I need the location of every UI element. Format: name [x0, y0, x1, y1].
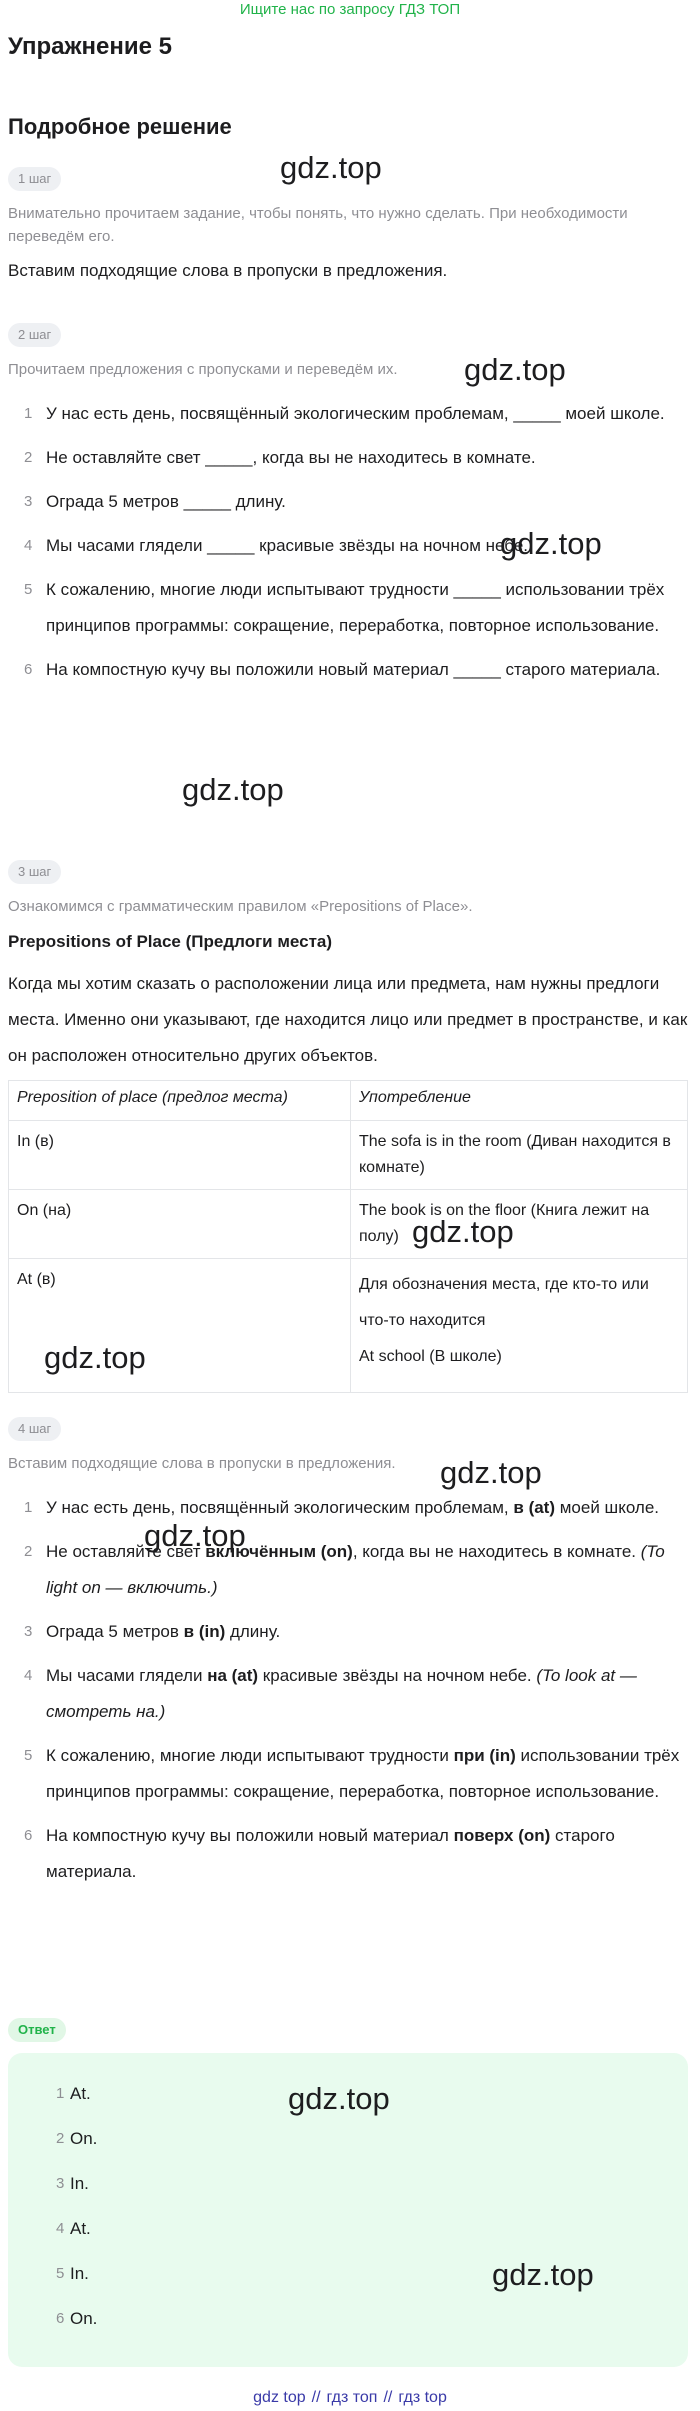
cell-line: Для обозначения места, где кто-то или что-то находится: [359, 1276, 649, 1329]
list-item: 6 На компостную кучу вы положили новый материал _____ старого материала.: [24, 660, 661, 679]
watermark: gdz.top: [412, 1214, 514, 1249]
table-header-row: [9, 1081, 688, 1121]
list-item: 6 На компостную кучу вы положили новый материал поверх (on) старого материала.: [24, 1826, 615, 1881]
list-item: 2 On.: [56, 2129, 98, 2148]
list-item: 3 Ограда 5 метров в (in) длину.: [24, 1622, 281, 1641]
answer-badge: Ответ: [8, 2018, 66, 2042]
table-cell: At (в): [9, 1259, 351, 1393]
footer-separator: //: [311, 2389, 321, 2406]
list-item: 1 У нас есть день, посвящённый экологическим проблемам, в (at) моей школе.: [24, 1498, 659, 1517]
rule-text: Когда мы хотим сказать о расположении лица или предмета, нам нужны предлоги места. Именно они указывают, где находится лицо или предмет в пространстве, и как он расположен относительно других объектов.: [8, 974, 688, 1065]
list-item: 4 Мы часами глядели на (at) красивые звёзды на ночном небе. (To look at — смотреть на.): [24, 1666, 637, 1721]
watermark: gdz.top: [464, 352, 566, 387]
list-item: 5 К сожалению, многие люди испытывают трудности _____ использовании трёх принципов программы: сокращение, переработка, повторное использование.: [24, 580, 665, 635]
footer-link[interactable]: гдз топ: [326, 2389, 378, 2406]
list-item: 5 In.: [56, 2264, 89, 2283]
watermark: gdz.top: [288, 2081, 390, 2116]
cell-line: At school (В школе): [359, 1348, 502, 1365]
step-1-badge: 1 шаг: [8, 167, 61, 191]
answer-box: [8, 2053, 688, 2367]
table-cell: The book is on the floor (Книга лежит на полу): [351, 1190, 688, 1259]
step-3-hint: Ознакомимся с грамматическим правилом «Prepositions of Place».: [8, 898, 473, 915]
watermark: gdz.top: [144, 1518, 246, 1553]
table-cell: The sofa is in the room (Диван находится в комнате): [351, 1121, 688, 1190]
table-cell: On (на): [9, 1190, 351, 1259]
footer-link[interactable]: gdz top: [253, 2389, 306, 2406]
step-4-list: [8, 1490, 688, 1890]
step-2-hint: Прочитаем предложения с пропусками и переведём их.: [8, 361, 398, 378]
step-4-badge: 4 шаг: [8, 1417, 61, 1441]
list-item: 3 Ограда 5 метров _____ длину.: [24, 492, 286, 511]
watermark: gdz.top: [440, 1455, 542, 1490]
watermark: gdz.top: [492, 2257, 594, 2292]
list-item: 1 У нас есть день, посвящённый экологическим проблемам, _____ моей школе.: [24, 404, 665, 423]
watermark: gdz.top: [500, 526, 602, 561]
list-item: 2 Не оставляйте свет включённым (on), когда вы не находитесь в комнате. (To light on — включить.): [24, 1542, 665, 1597]
list-item: 5 К сожалению, многие люди испытывают трудности при (in) использовании трёх принципов программы: сокращение, переработка, повторное использование.: [24, 1746, 680, 1801]
list-item: 4 Мы часами глядели _____ красивые звёзды на ночном небе.: [24, 536, 529, 555]
column-header: Употребление: [351, 1081, 688, 1121]
list-item: 4 At.: [56, 2219, 91, 2238]
step-2-badge: 2 шаг: [8, 323, 61, 347]
step-1-hint: Внимательно прочитаем задание, чтобы понять, что нужно сделать. При необходимости переведём его.: [8, 205, 628, 245]
footer-separator: //: [383, 2389, 393, 2406]
exercise-title: Упражнение 5: [8, 33, 172, 60]
table-row: [9, 1121, 688, 1190]
table-row: [9, 1190, 688, 1259]
solution-title: Подробное решение: [8, 114, 232, 139]
column-header: Preposition of place (предлог места): [9, 1081, 351, 1121]
footer-links: [0, 2388, 700, 2408]
watermark: gdz.top: [280, 150, 382, 185]
list-item: 3 In.: [56, 2174, 89, 2193]
step-3-badge: 3 шаг: [8, 860, 61, 884]
list-item: 6 On.: [56, 2309, 98, 2328]
rule-heading: Prepositions of Place (Предлоги места): [8, 932, 333, 951]
watermark: gdz.top: [44, 1340, 146, 1375]
step-1-text: Вставим подходящие слова в пропуски в предложения.: [8, 261, 448, 280]
footer-link[interactable]: гдз top: [398, 2389, 447, 2406]
table-cell: [351, 1259, 688, 1393]
list-item: 2 Не оставляйте свет _____, когда вы не находитесь в комнате.: [24, 448, 536, 467]
watermark: gdz.top: [182, 772, 284, 807]
step-4-hint: Вставим подходящие слова в пропуски в предложения.: [8, 1455, 396, 1472]
list-item: 1 At.: [56, 2084, 91, 2103]
table-cell: In (в): [9, 1121, 351, 1190]
search-banner[interactable]: Ищите нас по запросу ГДЗ ТОП: [239, 1, 461, 18]
